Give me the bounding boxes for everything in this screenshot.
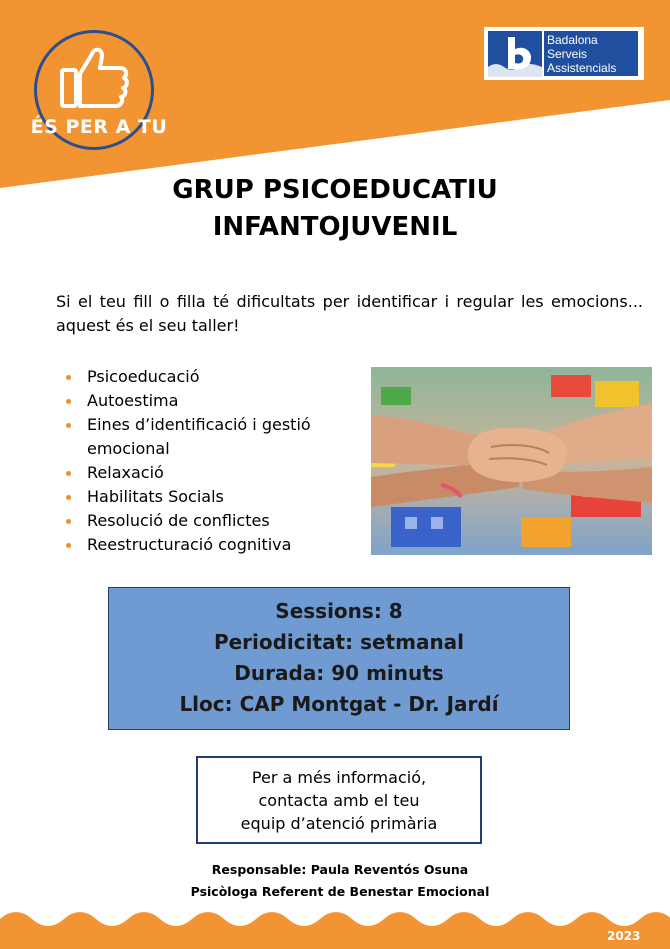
contact-line-3: equip d’atenció primària bbox=[240, 814, 438, 833]
list-item: Relaxació bbox=[66, 461, 366, 485]
bullet-icon bbox=[66, 471, 71, 476]
bullet-icon bbox=[66, 399, 71, 404]
responsible-block bbox=[0, 859, 670, 903]
bullet-icon bbox=[66, 543, 71, 548]
responsible-name: Responsable: Paula Reventós Osuna bbox=[211, 862, 469, 877]
logo-text: ÉS PER A TU bbox=[30, 116, 168, 138]
year-label: 2023 bbox=[607, 929, 641, 943]
bullet-icon bbox=[66, 423, 71, 428]
title-line-1: GRUP PSICOEDUCATIU bbox=[172, 175, 498, 205]
list-item: Habilitats Socials bbox=[66, 485, 366, 509]
partner-line-1: Badalona bbox=[547, 33, 598, 47]
badalona-logo bbox=[484, 27, 644, 80]
sessions-text: Sessions: 8 bbox=[275, 599, 403, 623]
session-details-box bbox=[108, 587, 570, 730]
contact-line-2: contacta amb el teu bbox=[258, 791, 420, 810]
duration-text: Durada: 90 minuts bbox=[234, 661, 444, 685]
intro-paragraph: Si el teu fill o filla té dificultats per identificar i regular les emocions... aquest és el seu taller! bbox=[56, 292, 643, 335]
list-item: Eines d’identificació i gestió emocional bbox=[66, 413, 366, 461]
contact-line-1: Per a més informació, bbox=[251, 768, 427, 787]
responsible-role: Psicòloga Referent de Benestar Emocional bbox=[190, 884, 490, 899]
frequency-text: Periodicitat: setmanal bbox=[213, 630, 465, 654]
list-item: Psicoeducació bbox=[66, 365, 366, 389]
title-line-2: INFANTOJUVENIL bbox=[212, 212, 458, 242]
thumbs-up-icon bbox=[58, 40, 132, 114]
list-item: Autoestima bbox=[66, 389, 366, 413]
footer-wave bbox=[0, 905, 670, 949]
page-title bbox=[0, 172, 670, 246]
list-item: Reestructuració cognitiva bbox=[66, 533, 366, 557]
badalona-b-logo bbox=[488, 31, 542, 77]
bullet-icon bbox=[66, 375, 71, 380]
location-text: Lloc: CAP Montgat - Dr. Jardí bbox=[179, 692, 499, 716]
bullet-icon bbox=[66, 519, 71, 524]
contact-box bbox=[196, 756, 482, 844]
topic-list bbox=[66, 365, 366, 557]
partner-line-3: Assistencials bbox=[547, 61, 617, 75]
list-item: Resolució de conflictes bbox=[66, 509, 366, 533]
hands-together-photo bbox=[371, 367, 652, 555]
bullet-icon bbox=[66, 495, 71, 500]
partner-line-2: Serveis bbox=[547, 47, 588, 61]
